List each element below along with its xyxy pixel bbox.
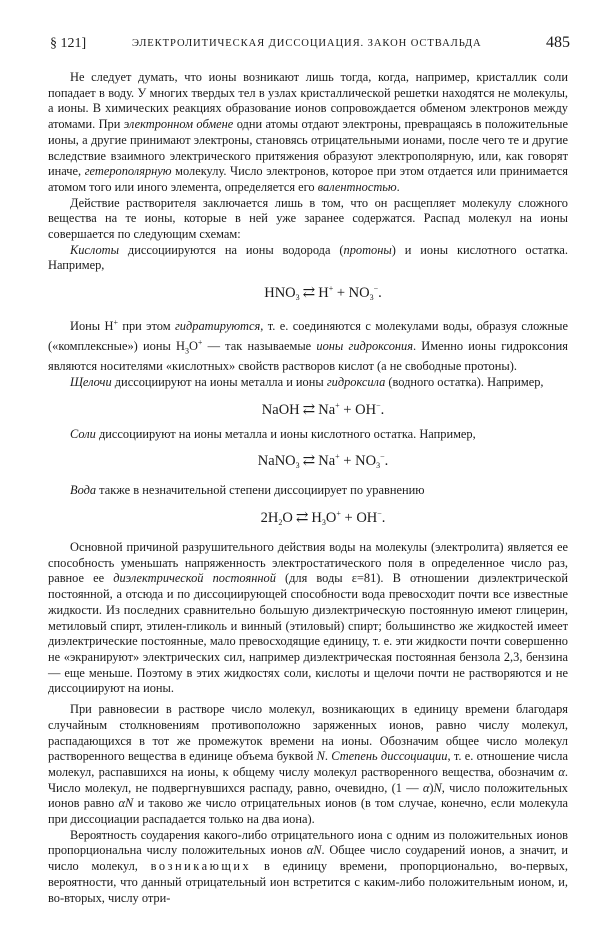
body-text	[48, 70, 568, 906]
section-number: § 121]	[50, 36, 87, 51]
paragraph-hydroxonium: Ионы H+ при этом гидратируются, т. е. соединяются с молекулами воды, образуя сложные («комплексные») ионы $H_3O^+$ — так называемые ионы гидроксония. Именно ионы гидроксония являются носителями «кислотных» свойств растворов кислот (а не свободные протоны).	[48, 318, 568, 374]
paragraph-equilibrium: При равновесии в растворе число молекул, возникающих в единицу времени благодаря случайным столкновениям противоположно заряженных ионов, равно числу молекул, распадающихся в тот же промежуток времени на ионы. Обозначим общее число молекул растворенного вещества в единице объема буквой N. Степень диссоциации, т. е. отношение числа молекул, распавшихся на ионы, к общему числу молекул растворенного вещества, обозначим α. Число молекул, не подвергнувшихся распаду, равно, очевидно, (1 — α)N, число положительных ионов равно αN и таково же число отрицательных ионов (в том случае, конечно, если молекула при диссоциации распадается только на два иона).	[48, 702, 569, 827]
paragraph-acids: Кислоты диссоциируются на ионы водорода (протоны) и ионы кислотного остатка. Например,	[48, 242, 568, 273]
equation-sodium-hydroxide: NaOH ⇄ Na+ + OH−.	[261, 400, 385, 418]
paragraph-salts: Соли диссоциируют на ионы металла и ионы кислотного остатка. Например,	[70, 426, 476, 441]
paragraph-alkalis: Щелочи диссоциируют на ионы металла и ионы гидроксила (водного остатка). Например,	[70, 374, 544, 389]
equation-nitric-acid: $HNO_3$ ⇄ $H^+ + NO_3^-$.	[264, 284, 382, 303]
paragraph-ions-origin: Не следует думать, что ионы возникают лишь тогда, когда, например, кристаллик соли попадает в воду. У многих твердых тел в узлах кристаллической решетки находятся не молекулы, а ионы. В химических реакциях образование ионов сопровождается обменом электронов между атомами. При электронном обмене одни атомы отдают электроны, превращаясь в положительные ионы, а другие принимают электроны, становясь отрицательными ионами, после чего те и другие вследствие взаимного электрического притяжения образуют электрополярную, или, как говорят иначе, гетерополярную молекулу. Число электронов, которое при этом отдается или принимается атомом того или иного элемента, определяется его валентностью.	[48, 70, 568, 194]
page-number: 485	[546, 34, 570, 51]
running-title: ЭЛЕКТРОЛИТИЧЕСКАЯ ДИССОЦИАЦИЯ. ЗАКОН ОСТВАЛЬДА	[132, 38, 482, 49]
paragraph-collision-probability: Вероятность соударения какого-либо отрицательного иона с одним из положительных ионов пропорциональна числу положительных ионов αN. Общее число соударений ионов, а значит, и число молекул, возникающих в единицу времени, пропорционально, во-первых, вероятности, что данный отрицательный ион встретится с каким-либо положительным ионом, и, во-вторых, числу отри-	[48, 827, 568, 905]
running-header	[50, 34, 570, 56]
paragraph-water: Вода также в незначительной степени диссоциирует по уравнению	[70, 483, 425, 498]
paragraph-solvent-action: Действие растворителя заключается лишь в том, что он расщепляет молекулу сложного вещества на те ионы, которые в ней уже заранее содержатся. Распад молекул на ионы совершается по следующим схемам:	[48, 195, 568, 242]
equation-water: $2H_2O$ ⇄ $H_3O^+ + OH^-$.	[260, 509, 386, 528]
equation-sodium-nitrate: NaNO$_3$ ⇄ $Na^+ + NO_3^-$.	[257, 452, 389, 471]
paragraph-dielectric: Основной причиной разрушительного действия воды на молекулы (электролита) является ее способность уменьшать напряженность электростатического поля в определенное число раз, равное ее диэлектрической постоянной (для воды ε=81). В отношении диэлектрической постоянной, а отсюда и по диссоциирующей способности вода превосходит почти все известные жидкости. Из последних сравнительно большую диэлектрическую постоянную имеют глицерин, метиловый спирт, этилен-гликоль и винный (этиловый) спирт; большинство же жидкостей имеет диэлектрические постоянные, мало превосходящие единицу, т. е. эти жидкости почти совершенно не «экранируют» электрических сил, например диэлектрическая постоянная бензола 2,3, бензина — еще меньше. Поэтому в этих жидкостях соли, кислоты и щелочи почти не растворяются и не диссоциируют на ионы.	[48, 540, 568, 696]
